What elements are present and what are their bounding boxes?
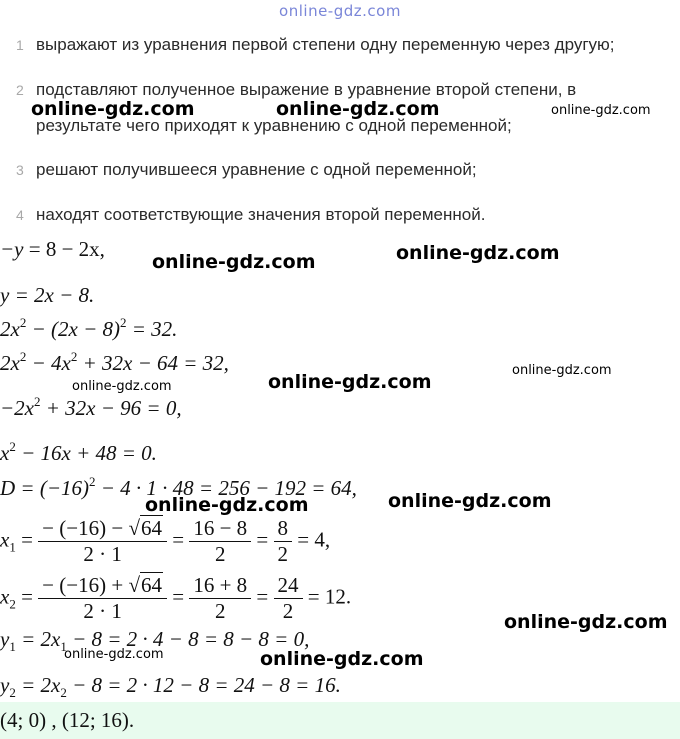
x1-fraction-2	[189, 516, 251, 567]
eq3-exponent-2: 2	[119, 315, 127, 330]
equation-5	[0, 396, 182, 421]
x2-fraction-1-denominator: 2 · 1	[38, 598, 167, 624]
step-3-number: 3	[16, 162, 24, 178]
watermark: online-gdz.com	[64, 647, 164, 662]
x1-fraction-2-numerator: 16 − 8	[193, 516, 248, 540]
step-2-text-line1: подставляют полученное выражение в уравнение второй степени, в	[36, 80, 577, 99]
equation-3	[0, 317, 177, 342]
step-2-text-line2: результате чего приходят к уравнению с одной переменной;	[36, 116, 512, 135]
value-y2	[0, 673, 341, 698]
eq3-part-a: 2x	[0, 317, 20, 341]
y1-part-b: = 2x	[15, 627, 61, 651]
x1-fraction-1-numerator: − (−16) −	[42, 516, 129, 540]
step-2-number: 2	[16, 82, 24, 98]
watermark: online-gdz.com	[268, 371, 432, 393]
discriminant-part-b: − 4 · 1 · 48 = 256 − 192 = 64,	[95, 476, 357, 500]
y1-part-c: − 8 = 2 · 4 − 8 = 8 − 8 = 0,	[66, 627, 310, 651]
site-header: online-gdz.com	[279, 2, 401, 20]
eq6-part-b: − 16x + 48 = 0.	[15, 441, 157, 465]
x1-fraction-1-denominator: 2 · 1	[38, 541, 167, 567]
watermark: online-gdz.com	[396, 242, 560, 264]
watermark: online-gdz.com	[152, 251, 316, 273]
y1-symbol: y	[0, 627, 10, 651]
x1-result: = 4,	[297, 527, 331, 552]
root-x1: $x_1$ = $\frac{- (-16) - √64}{2 \cdot 1}$ = $\frac{16 - 8}{2}$ = $\frac{8}{2}$ = 4,	[0, 516, 331, 566]
eq3-exponent-1: 2	[19, 315, 27, 330]
y2-part-b: = 2x	[15, 673, 61, 697]
watermark: online-gdz.com	[260, 648, 424, 670]
watermark: online-gdz.com	[512, 363, 612, 378]
equation-1-lhs: −y	[0, 237, 24, 261]
x1-fraction-1: $\frac{- (-16) - √64}{2 \cdot 1}$	[38, 516, 167, 567]
step-4-text: находят соответствующие значения второй переменной.	[36, 205, 486, 224]
x2-fraction-2	[189, 573, 251, 624]
y2-x-subscript: 2	[60, 685, 67, 700]
x2-fraction-1-numerator: − (−16) +	[42, 573, 129, 597]
x2-fraction-3	[274, 573, 303, 624]
eq5-part-a: −2x	[0, 396, 34, 420]
root-x2: $x_2$ = $\frac{- (-16) + √64}{2 \cdot 1}$ = $\frac{16 + 8}{2}$ = $\frac{24}{2}$ = 12.	[0, 573, 352, 623]
x1-equals: =	[21, 527, 33, 552]
x1-subscript: 1	[9, 539, 16, 555]
eq4-exponent-1: 2	[19, 349, 27, 364]
equation-1-rhs: = 8 − 2x,	[28, 237, 105, 261]
eq3-part-c: = 32.	[126, 317, 178, 341]
watermark: online-gdz.com	[388, 490, 552, 512]
equation-1	[0, 237, 105, 262]
x1-fraction-3	[274, 516, 293, 567]
watermark: online-gdz.com	[145, 494, 309, 516]
x2-fraction-2-denominator: 2	[189, 598, 251, 624]
x2-equals: =	[21, 584, 33, 609]
x2-fraction-3-numerator: 24	[277, 573, 299, 597]
x1-fraction-3-numerator: 8	[277, 516, 289, 540]
eq4-part-c: + 32x − 64 = 32,	[77, 351, 229, 375]
eq5-exponent: 2	[34, 394, 41, 409]
equation-4	[0, 351, 229, 376]
step-1-number: 1	[16, 37, 24, 53]
equation-2: y = 2x − 8.	[0, 283, 95, 307]
x1-fraction-3-denominator: 2	[274, 541, 293, 567]
discriminant-part-a: D = (−16)	[0, 476, 89, 500]
y2-symbol: y	[0, 673, 10, 697]
eq4-part-a: 2x	[0, 351, 20, 375]
x1-sqrt-value: 64	[140, 516, 162, 540]
eq6-part-a: x	[0, 441, 10, 465]
eq4-part-b: − 4x	[26, 351, 71, 375]
equation-6	[0, 441, 157, 466]
eq3-part-b: − (2x − 8)	[26, 317, 120, 341]
eq4-exponent-2: 2	[70, 349, 78, 364]
x2-subscript: 2	[9, 596, 16, 612]
y2-part-c: − 8 = 2 · 12 − 8 = 24 − 8 = 16.	[66, 673, 341, 697]
eq5-part-b: + 32x − 96 = 0,	[40, 396, 182, 420]
answer: (4; 0) , (12; 16).	[0, 708, 135, 732]
y1-subscript: 1	[9, 639, 16, 654]
step-3-text: решают получившееся уравнение с одной переменной;	[36, 160, 477, 179]
x2-fraction-1: $\frac{- (-16) + √64}{2 \cdot 1}$	[38, 573, 167, 624]
x2-fraction-2-numerator: 16 + 8	[193, 573, 248, 597]
step-1-text: выражают из уравнения первой степени одну переменную через другую;	[36, 35, 615, 54]
watermark: online-gdz.com	[504, 611, 668, 633]
y1-x-subscript: 1	[60, 639, 67, 654]
eq6-exponent: 2	[9, 439, 16, 454]
x1-symbol: x	[0, 527, 10, 552]
y2-subscript: 2	[9, 685, 16, 700]
watermark: online-gdz.com	[31, 98, 195, 120]
watermark: online-gdz.com	[551, 103, 651, 118]
discriminant-exponent: 2	[89, 474, 96, 489]
watermark: online-gdz.com	[72, 379, 172, 394]
x2-fraction-3-denominator: 2	[274, 598, 303, 624]
x1-fraction-2-denominator: 2	[189, 541, 251, 567]
watermark: online-gdz.com	[276, 98, 440, 120]
x2-result: = 12.	[307, 584, 352, 609]
step-4-number: 4	[16, 207, 24, 223]
x2-symbol: x	[0, 584, 10, 609]
x2-sqrt-value: 64	[140, 573, 162, 597]
